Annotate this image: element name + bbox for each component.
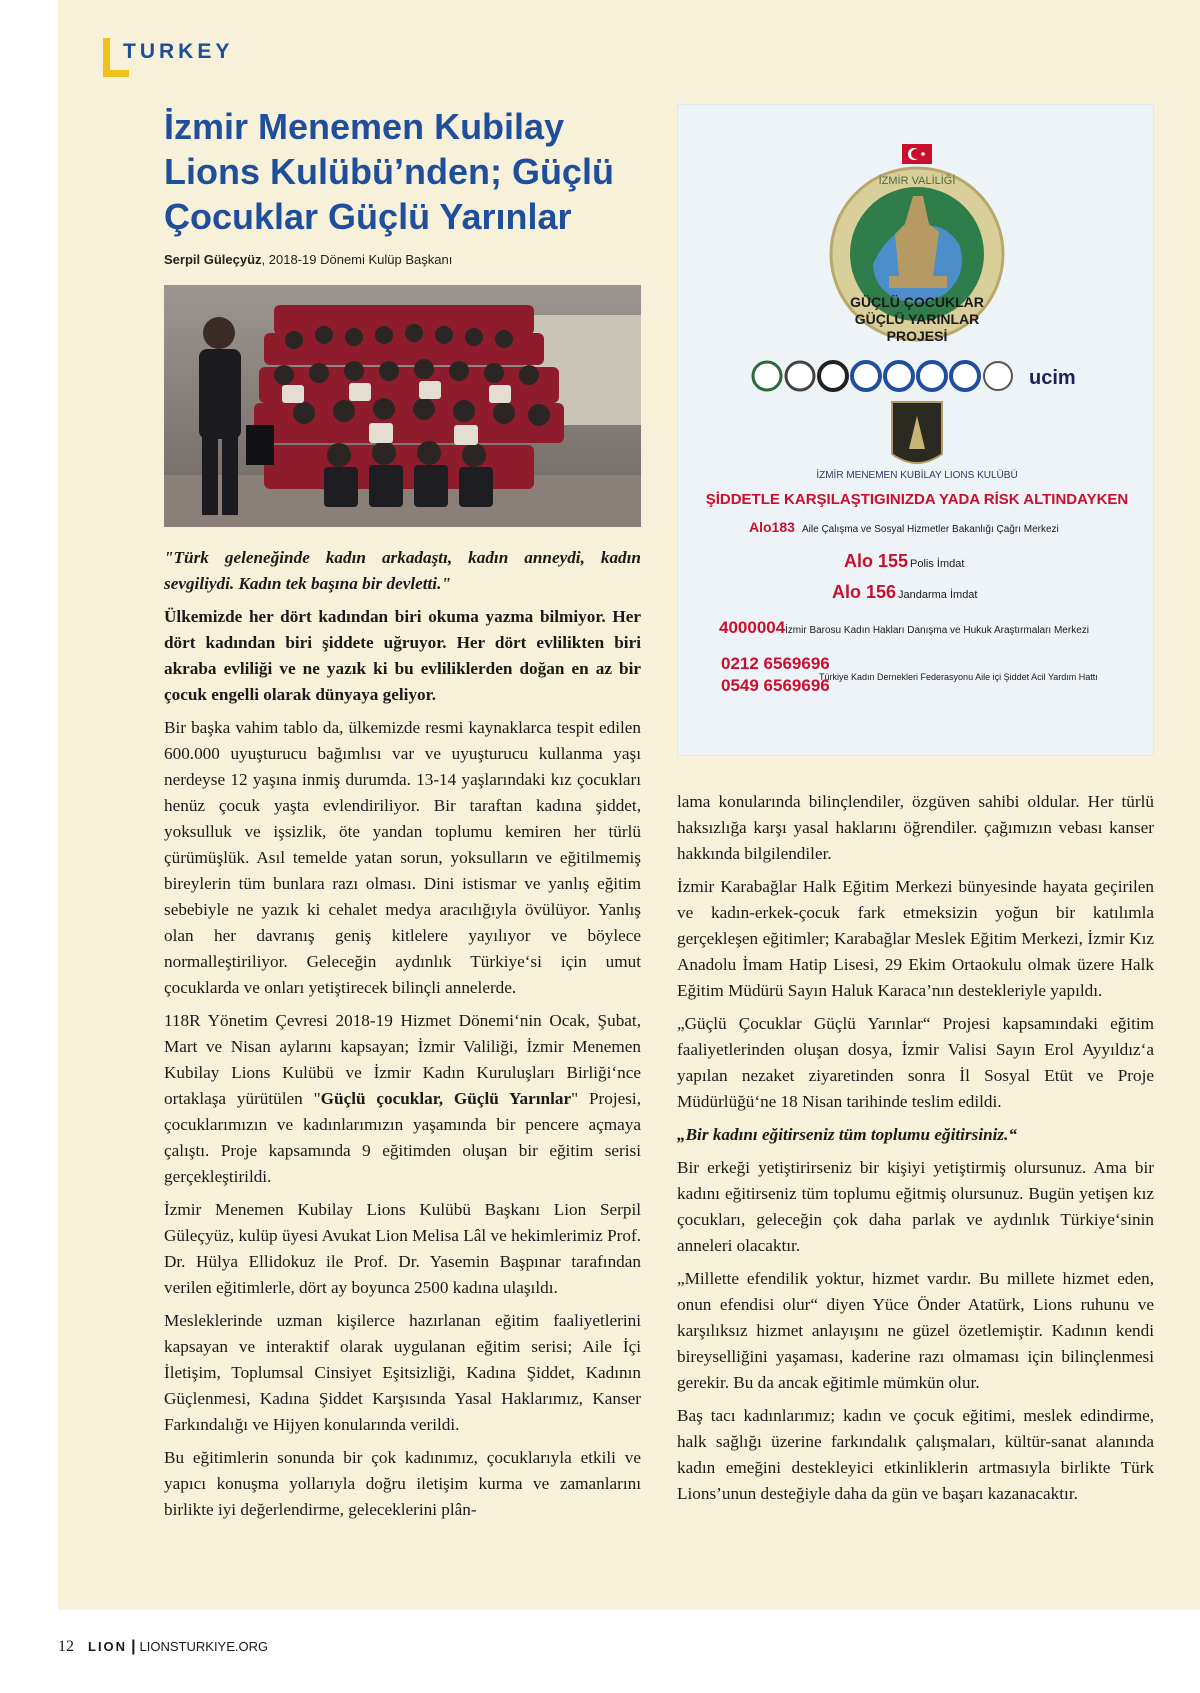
project-name: Güçlü çocuklar, Güçlü Yarınlar (320, 1089, 572, 1108)
body-paragraph: Bir erkeği yetiştirirseniz bir kişiyi yetiştirmiş olursunuz. Ama bir kadını eğitirseniz tüm toplumu eğitmiş olursunuz. Bugün yetişen kız çocukları, geleceğin çok daha parlak ve aydınlık Türkiye‘sinin anneleri olacaktır. (677, 1158, 1154, 1255)
opening-quote: "Türk geleneğinde kadın arkadaştı, kadın anneydi, kadın sevgiliydi. Kadın tek başına bir devletti." (164, 548, 641, 593)
intro-paragraph: Ülkemizde her dört kadından biri okuma yazma bilmiyor. Her dört kadından biri şiddete uğruyor. Her dört evlilikten biri akraba evliliği ve ne yazık ki bu evliliklerden doğan en az bir çocuk engelli olarak dünyaya geliyor. (164, 607, 641, 704)
hotline-number-1: Alo183 (749, 519, 795, 535)
section-tag-accent-foot (103, 70, 129, 77)
body-paragraph (164, 1008, 641, 1190)
author-name: Serpil Güleçyüz (164, 252, 262, 267)
website-link[interactable]: LIONSTURKIYE.ORG (139, 1639, 269, 1654)
body-text: " Projesi, çocuklarımızın ve kadınlarımızın yaşamında bir pencere açmaya çalıştı. Proje kapsamında 9 eğitimden oluşan bir eğitim serisi gerçekleştirildi. (164, 1089, 642, 1186)
poster-project-line-1: GÜÇLÜ ÇOCUKLAR (850, 294, 984, 310)
ucim-logo: ucim (1029, 367, 1076, 389)
hotline-number-2: Alo 155 (844, 551, 909, 571)
hotline-desc-1: Aile Çalışma ve Sosyal Hizmetler Bakanlığı Çağrı Merkezi (802, 524, 1059, 535)
body-paragraph: İzmir Menemen Kubilay Lions Kulübü Başkanı Lion Serpil Güleçyüz, kulüp üyesi Avukat Lion Melisa Lâl ve hekimlerimiz Prof. Dr. Hülya Ellidokuz ile Prof. Dr. Yasemin Başpınar tarafından verilen eğitimlerle, dört ay boyunca 2500 kadına ulaşıldı. (164, 1200, 641, 1297)
page-number: 12 (58, 1638, 74, 1655)
right-column (677, 789, 1154, 1514)
article-title: İzmir Menemen Kubilay Lions Kulübü’nden; Güçlü Çocuklar Güçlü Yarınlar (164, 106, 614, 237)
hotline-desc-4: İzmir Barosu Kadın Hakları Danışma ve Hukuk Araştırmaları Merkezi (785, 625, 1089, 636)
body-paragraph: İzmir Karabağlar Halk Eğitim Merkezi bünyesinde hayata geçirilen ve kadın-erkek-çocuk fark etmeksizin yoğun bir katılımla gerçekleşen eğitimler; Karabağlar Meslek Eğitim Merkezi, İzmir Kız Anadolu İmam Hatip Lisesi, 29 Ekim Ortaokulu olmak üzere Halk Eğitim Müdürü Sayın Haluk Karaca’nın destekleriyle yapıldı. (677, 877, 1154, 1000)
magazine-name: LION (88, 1639, 128, 1654)
phone-desc: Türkiye Kadın Dernekleri Federasyonu Aile içi Şiddet Acil Yardım Hattı (819, 672, 1098, 682)
body-paragraph: „Güçlü Çocuklar Güçlü Yarınlar“ Projesi kapsamındaki eğitim faaliyetlerinden oluşan dosya, İzmir Valisi Sayın Erol Ayyıldız‘a yapılan nezaket ziyaretinden sonra İl Sosyal Etüt ve Proje Müdürlüğü‘ne 18 Nisan tarihinde teslim edildi. (677, 1014, 1154, 1111)
classroom-photo (164, 285, 641, 527)
hotline-number-4: 4000004 (719, 618, 786, 637)
turkish-flag-icon (902, 144, 932, 164)
article-byline (164, 252, 452, 267)
project-poster-image (677, 104, 1154, 756)
body-text: 118R Yönetim Çevresi 2018-19 Hizmet Dönemi‘nin Ocak, Şubat, Mart ve Nisan aylarını kapsayan; İzmir Valiliği, İzmir Menemen Kubilay Lions Kulübü ve İzmir Kadın Kuruluşları Birliği‘nce ortaklaşa yürütülen " (164, 1011, 641, 1108)
lions-club-shield-icon (892, 402, 942, 463)
body-paragraph: „Millette efendilik yoktur, hizmet vardır. Bu millete hizmet eden, onun efendisi olur“ diyen Yüce Önder Atatürk, Lions ruhunu ve karşılıksız hizmet anlayışını ne güzel özetlemiştir. Kadının kendi bireyselliğini yaşaması, kaderine razı olmaması için bilinçlenmesi gerekir. Bu da ancak eğitimle mümkün olur. (677, 1269, 1154, 1392)
left-column (164, 545, 641, 1530)
body-paragraph: Baş tacı kadınlarımız; kadın ve çocuk eğitimi, meslek edindirme, halk sağlığı üzerine farkındalık çalışmaları, kültür-sanat alanında kadın emeğini destekleyici etkinliklerin artmasıyla birlikte Türk Lions’unun desteğiyle daha da gün ve başarı kazanacaktır. (677, 1406, 1154, 1503)
project-poster (677, 104, 1154, 756)
section-tag-label: TURKEY (123, 40, 234, 63)
hotline-desc-2: Polis İmdat (910, 558, 965, 570)
body-paragraph: lama konularında bilinçlendiler, özgüven sahibi oldular. Her türlü haksızlığa karşı yasal haklarını öğrendiler. çağımızın vebası kanser hakkında bilgilendiler. (677, 792, 1154, 863)
poster-club-name: İZMİR MENEMEN KUBİLAY LIONS KULÜBÜ (816, 470, 1018, 481)
poster-headline: ŞİDDETLE KARŞILAŞTIGINIZDA YADA RİSK ALTINDAYKEN (705, 491, 1129, 508)
hotline-number-3: Alo 156 (832, 582, 897, 602)
page-footer (58, 1638, 268, 1656)
pull-quote: „Bir kadını eğitirseniz tüm toplumu eğitirsiniz.“ (677, 1125, 1018, 1144)
author-role: , 2018-19 Dönemi Kulüp Başkanı (261, 252, 453, 267)
poster-project-line-2: GÜÇLÜ YARINLAR (854, 311, 980, 327)
phone-number-1: 0212 6569696 (721, 654, 830, 673)
body-paragraph: Mesleklerinde uzman kişilerce hazırlanan eğitim faaliyetlerini kapsayan ve interaktif olarak uygulanan eğitim serisi; Aile İçi İletişim, Toplumsal Cinsiyet Eşitsizliği, Kadına Şiddet, Kadının Güçlenmesi, Kadına Şiddet Karşısında Yasal Haklarımız, Kanser Farkındalığı ve Hijyen konularında verildi. (164, 1311, 641, 1434)
seal-caption: İZMİR VALİLİĞİ (878, 175, 956, 187)
classroom-photo-image (164, 285, 641, 527)
phone-number-2: 0549 6569696 (721, 676, 830, 695)
poster-project-line-3: PROJESİ (886, 328, 948, 344)
footer-separator: | (131, 1638, 136, 1655)
body-paragraph: Bir başka vahim tablo da, ülkemizde resmi kaynaklarca tespit edilen 600.000 uyuşturucu bağımlısı var ve uyuşturucu kullanma yaşı nerdeyse 12 yaşına inmiş durumda. 13-14 yaşlarındaki kız çocukları henüz çocuk yaşta evlendiriliyor. Bir taraftan kadına şiddet, yoksulluk ve işsizlik, öte yandan toplumu kemiren her türlü çürümüşlük. Asıl temelde yatan sorun, yoksulların ve eğitilmemiş bireylerin tüm bunlara razı olması. Dini istismar ve yanlış eğitim sebebiyle ne yazık ki cehalet medya aracılığıyla övülüyor. Yanlış olan her davranış geniş kitlelere yayılıyor ve böylece normalleştiriliyor. Geleceğin aydınlık Türkiye‘si için umut çocuklarda ve onları yetiştirecek bilinçli annelerde. (164, 718, 641, 997)
hotline-desc-3: Jandarma İmdat (898, 589, 978, 601)
body-paragraph: Bu eğitimlerin sonunda bir çok kadınımız, çocuklarıyla etkili ve yapıcı konuşma yollarıyla doğru iletişim kurma ve zamanlarını birlikte iyi değerlendirme, geleceklerini plân- (164, 1448, 641, 1519)
